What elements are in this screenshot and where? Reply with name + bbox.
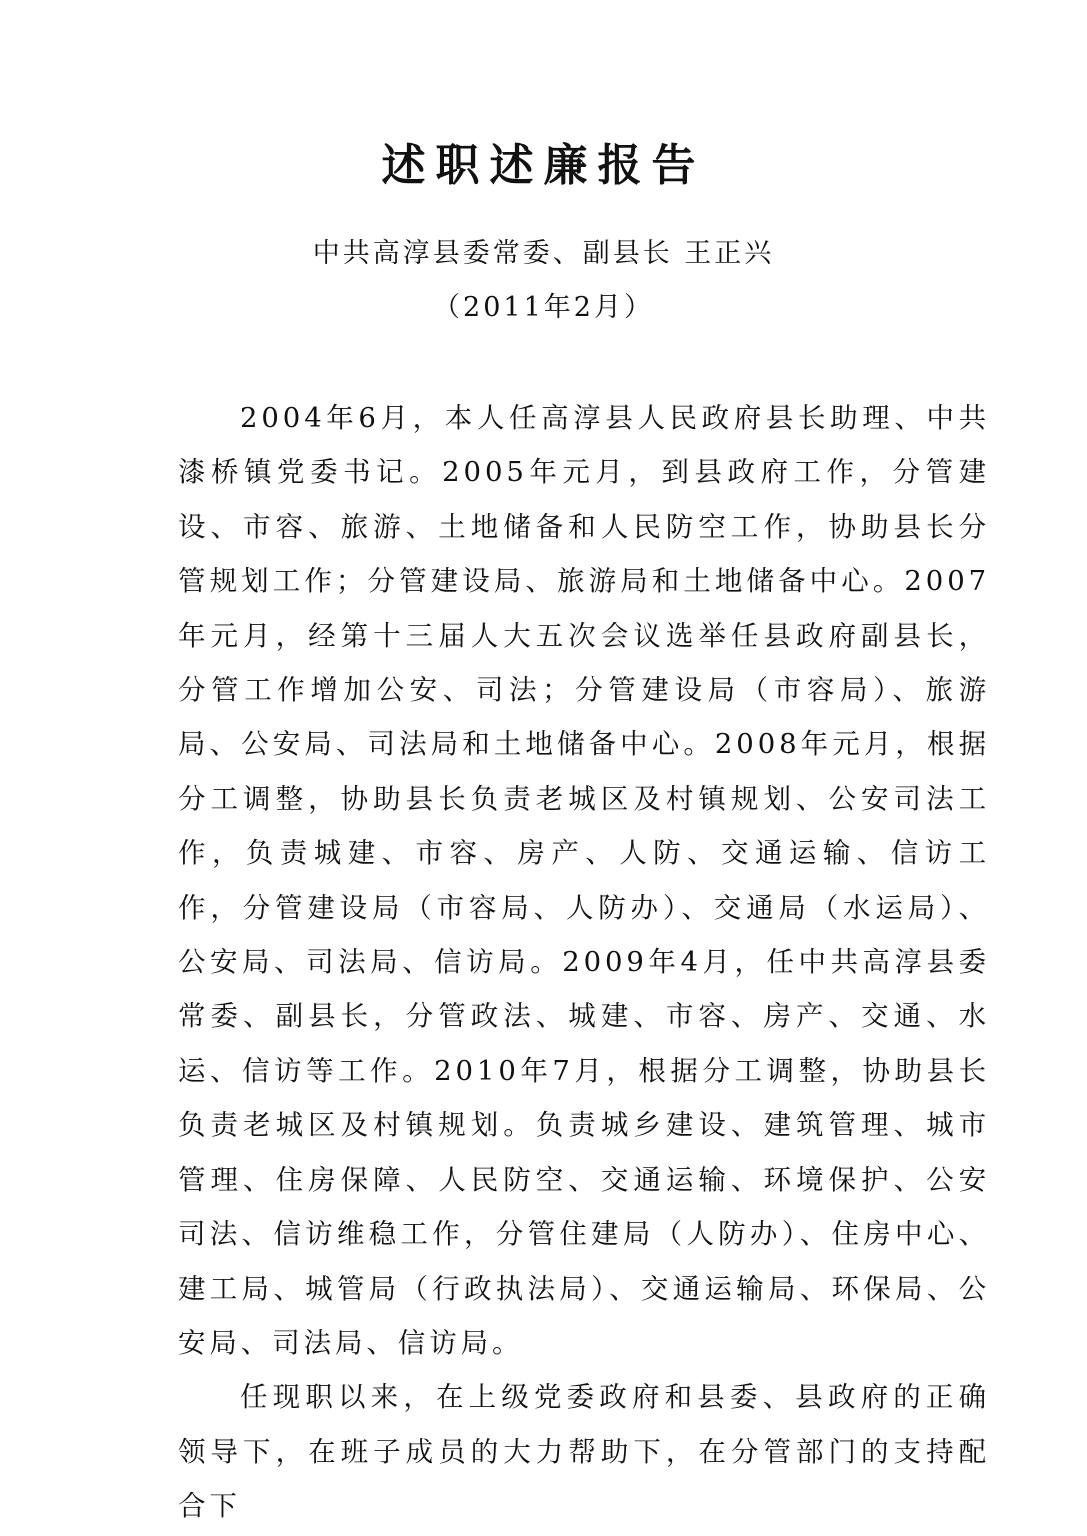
paragraph-2: 任现职以来，在上级党委政府和县委、县政府的正确领导下，在班子成员的大力帮助下，在分管部门的支持配合下 (178, 1381, 990, 1523)
document-title: 述职述廉报告 (381, 140, 706, 191)
paragraph-1: 2004年6月，本人任高淳县人民政府县长助理、中共漆桥镇党委书记。2005年元月，到县政府工作，分管建设、市容、旅游、土地储备和人民防空工作，协助县长分管规划工作；分管建设局、旅游局和土地储备中心。2007年元月，经第十三届人大五次会议选举任县政府副县长，分管工作增加公安、司法；分管建设局（市容局）、旅游局、公安局、司法局和土地储备中心。2008年元月，根据分工调整，协助县长负责老城区及村镇规划、公安司法工作，负责城建、市容、房产、人防、交通运输、信访工作，分管建设局（市容局、人防办）、交通局（水运局）、公安局、司法局、信访局。2009年4月，任中共高淳县委常委、副县长，分管政法、城建、市容、房产、交通、水运、信访等工作。2010年7月，根据分工调整，协助县长负责老城区及村镇规划。负责城乡建设、建筑管理、城市管理、住房保障、人民防空、交通运输、环境保护、公安司法、信访维稳工作，分管住建局（人防办）、住房中心、建工局、城管局（行政执法局）、交通运输局、环保局、公安局、司法局、信访局。 (178, 402, 990, 1359)
date-line: （2011年2月） (433, 292, 654, 323)
author-line: 中共高淳县委常委、副县长 王正兴 (312, 238, 775, 269)
document-body (178, 391, 990, 1534)
